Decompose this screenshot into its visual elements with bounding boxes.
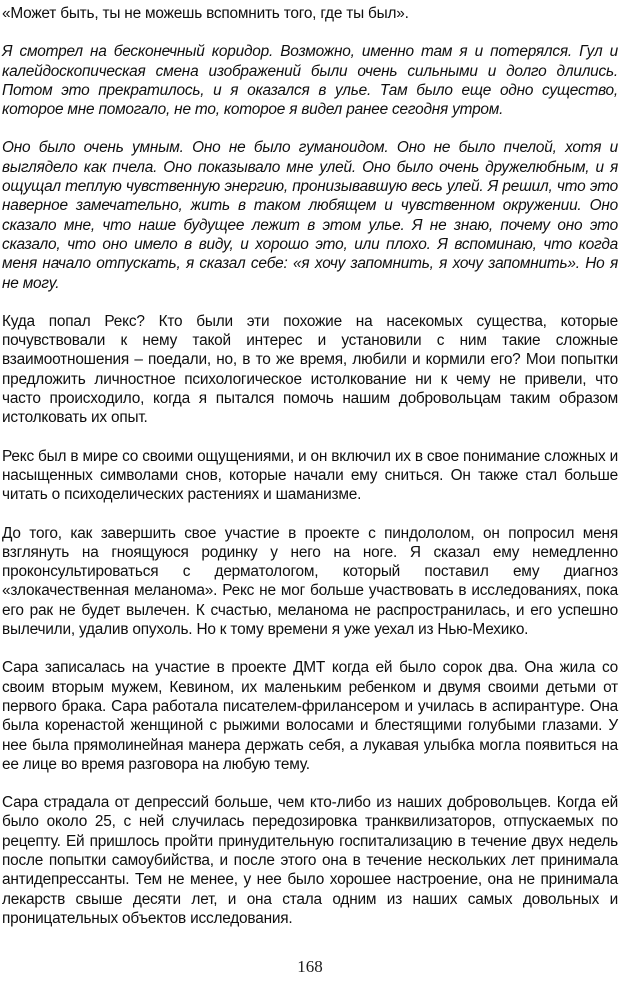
page-number: 168 [297,957,323,976]
paragraph: Куда попал Рекс? Кто были эти похожие на насекомых существа, которые почувствовали к нему такой интерес и установили с ним такие сложные взаимоотношения – поедали, но, в то же время, любили и кормили его? Мои попытки предложить личностное психологическое истолкование ни к чему не привели, что часто происходило, когда я пытался помочь нашим добровольцам таким образом истолковать их опыт. [2,312,618,427]
paragraph: Сара страдала от депрессий больше, чем кто-либо из наших добровольцев. Когда ей было около 25, с ней случилась передозировка транквилизаторов, отпускаемых по рецепту. Ей пришлось пройти принудительную госпитализацию в течение двух недель после попытки самоубийства, и после этого она в течение нескольких лет принимала антидепрессанты. Тем не менее, у нее было хорошее настроение, она не принимала лекарств свыше десяти лет, и она стала одним из наших самых довольных и проницательных объектов исследования. [2,794,618,927]
page-text-block [2,4,618,928]
quote-line: «Может быть, ты не можешь вспомнить того, где ты был». [2,5,409,22]
paragraph: Оно было очень умным. Оно не было гуманоидом. Оно не было пчелой, хотя и выглядело как пчела. Оно показывало мне улей. Оно было очень дружелюбным, и я ощущал теплую чувственную энергию, пронизывавшую весь улей. Я решил, что это наверное замечательно, жить в таком любящем и чувственном окружении. Оно сказало мне, что наше будущее лежит в этом улье. Я не знаю, почему оно это сказало, что оно имело в виду, и хорошо это, или плохо. Я вспоминаю, что когда меня начало отпускать, я сказал себе: «я хочу запомнить, я хочу запомнить». Но я не могу. [2,139,618,292]
paragraph: Рекс был в мире со своими ощущениями, и он включил их в свое понимание сложных и насыщенных символами снов, которые начали ему сниться. Он также стал больше читать о психоделических растениях и шаманизме. [2,447,618,504]
paragraph: До того, как завершить свое участие в проекте с пиндололом, он попросил меня взглянуть на гноящуюся родинку у него на ноге. Я сказал ему немедленно проконсультироваться с дерматологом, который поставил ему диагноз «злокачественная меланома». Рекс не мог больше участвовать в исследованиях, пока его рак не будет вылечен. К счастью, меланома не распространилась, и его успешно вылечили, удалив опухоль. Но к тому времени я уже уехал из Нью-Мехико. [2,524,618,639]
paragraph: Сара записалась на участие в проекте ДМТ когда ей было сорок два. Она жила со своим вторым мужем, Кевином, их маленьким ребенком и двумя своими детьми от первого брака. Сара работала писателем-фрилансером и училась в аспирантуре. Она была коренастой женщиной с рыжими волосами и блестящими голубыми глазами. У нее была прямолинейная манера держать себя, а лукавая улыбка могла появиться на ее лице во время разговора на любую тему. [2,659,618,773]
paragraph: Я смотрел на бесконечный коридор. Возможно, именно там я и потерялся. Гул и калейдоскопическая смена изображений были очень сильными и долго длились. Потом это прекратилось, и я оказался в улье. Там было еще одно существо, которое мне помогало, не то, которое я видел ранее сегодня утром. [2,43,618,119]
